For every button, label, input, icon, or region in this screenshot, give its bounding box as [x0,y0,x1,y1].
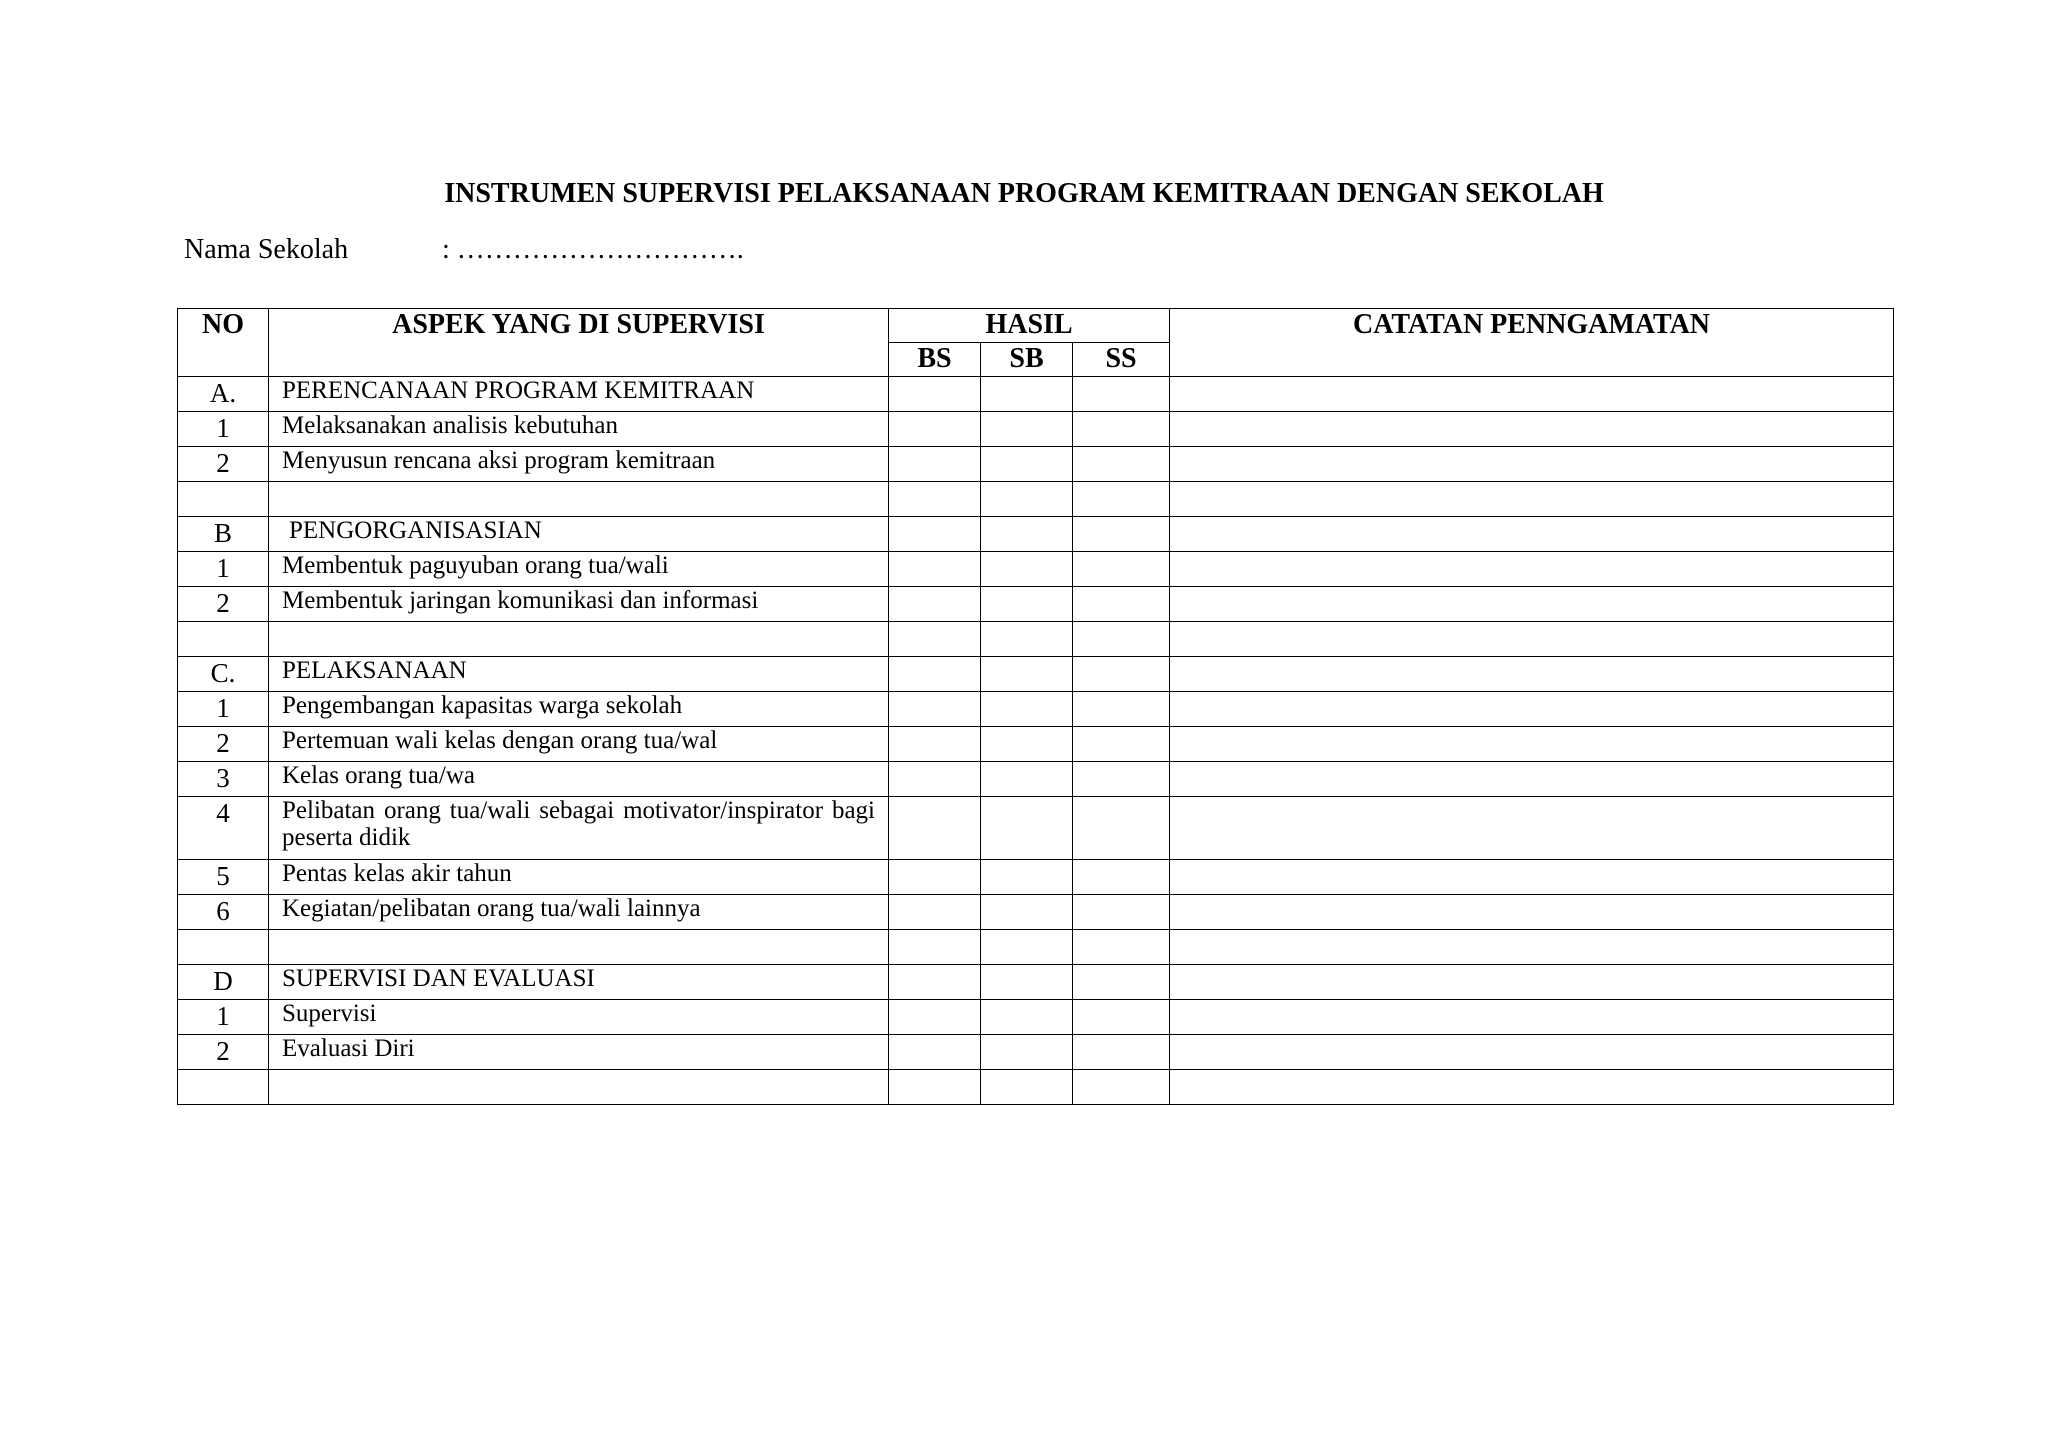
table-row [178,930,1894,965]
hasil-ss-cell[interactable] [1073,1070,1170,1105]
table-header [178,309,1894,377]
aspek-cell: PENGORGANISASIAN [269,517,889,552]
hasil-sb-cell[interactable] [981,762,1073,797]
header-aspek: ASPEK YANG DI SUPERVISI [269,309,889,377]
hasil-sb-cell[interactable] [981,552,1073,587]
hasil-sb-cell[interactable] [981,1070,1073,1105]
row-number-cell [178,930,269,965]
catatan-cell[interactable] [1170,377,1894,412]
row-number-cell: 1 [178,692,269,727]
table-row [178,965,1894,1000]
aspek-cell [269,622,889,657]
row-number-cell: A. [178,377,269,412]
hasil-ss-cell[interactable] [1073,895,1170,930]
row-number-cell: 6 [178,895,269,930]
hasil-ss-cell[interactable] [1073,622,1170,657]
table-row [178,692,1894,727]
table-row [178,412,1894,447]
hasil-ss-cell[interactable] [1073,447,1170,482]
supervision-table [177,308,1894,1105]
table-row [178,895,1894,930]
row-number-cell: D [178,965,269,1000]
aspek-cell: SUPERVISI DAN EVALUASI [269,965,889,1000]
row-number-cell: 1 [178,1000,269,1035]
aspek-cell: Pelibatan orang tua/wali sebagai motivator/inspirator bagi peserta didik [269,797,889,860]
catatan-cell[interactable] [1170,860,1894,895]
table-row [178,1000,1894,1035]
hasil-ss-cell[interactable] [1073,517,1170,552]
hasil-sb-cell[interactable] [981,482,1073,517]
catatan-cell[interactable] [1170,517,1894,552]
hasil-sb-cell[interactable] [981,412,1073,447]
catatan-cell[interactable] [1170,762,1894,797]
hasil-bs-cell[interactable] [889,587,981,622]
header-catatan: CATATAN PENNGAMATAN [1170,309,1894,377]
table-row [178,797,1894,860]
header-sb: SB [981,343,1073,377]
hasil-bs-cell[interactable] [889,860,981,895]
hasil-bs-cell[interactable] [889,965,981,1000]
school-name-label: Nama Sekolah [184,234,349,265]
table-row [178,727,1894,762]
aspek-cell: Pertemuan wali kelas dengan orang tua/wal [269,727,889,762]
row-number-cell [178,622,269,657]
aspek-cell: Membentuk jaringan komunikasi dan informasi [269,587,889,622]
header-no: NO [178,309,269,377]
aspek-cell: Melaksanakan analisis kebutuhan [269,412,889,447]
table-row [178,447,1894,482]
row-number-cell: B [178,517,269,552]
table-row [178,860,1894,895]
hasil-sb-cell[interactable] [981,895,1073,930]
table-row [178,377,1894,412]
aspek-cell: Kelas orang tua/wa [269,762,889,797]
table-row [178,482,1894,517]
catatan-cell[interactable] [1170,965,1894,1000]
hasil-ss-cell[interactable] [1073,412,1170,447]
hasil-sb-cell[interactable] [981,727,1073,762]
row-number-cell [178,482,269,517]
hasil-bs-cell[interactable] [889,377,981,412]
table-row [178,622,1894,657]
aspek-cell: Supervisi [269,1000,889,1035]
hasil-bs-cell[interactable] [889,412,981,447]
row-number-cell: 4 [178,797,269,860]
hasil-sb-cell[interactable] [981,797,1073,860]
catatan-cell[interactable] [1170,1000,1894,1035]
catatan-cell[interactable] [1170,412,1894,447]
hasil-ss-cell[interactable] [1073,552,1170,587]
catatan-cell[interactable] [1170,797,1894,860]
hasil-sb-cell[interactable] [981,1035,1073,1070]
hasil-ss-cell[interactable] [1073,965,1170,1000]
aspek-cell [269,482,889,517]
hasil-bs-cell[interactable] [889,447,981,482]
hasil-bs-cell[interactable] [889,1070,981,1105]
hasil-bs-cell[interactable] [889,692,981,727]
hasil-sb-cell[interactable] [981,692,1073,727]
catatan-cell[interactable] [1170,692,1894,727]
hasil-ss-cell[interactable] [1073,587,1170,622]
catatan-cell[interactable] [1170,587,1894,622]
table-row [178,657,1894,692]
table-row [178,587,1894,622]
hasil-sb-cell[interactable] [981,517,1073,552]
hasil-sb-cell[interactable] [981,1000,1073,1035]
aspek-cell: PELAKSANAAN [269,657,889,692]
hasil-sb-cell[interactable] [981,965,1073,1000]
aspek-cell: Menyusun rencana aksi program kemitraan [269,447,889,482]
school-name-line [184,232,744,268]
row-number-cell: C. [178,657,269,692]
hasil-bs-cell[interactable] [889,552,981,587]
row-number-cell: 1 [178,552,269,587]
header-hasil: HASIL [889,309,1170,343]
hasil-sb-cell[interactable] [981,377,1073,412]
hasil-ss-cell[interactable] [1073,797,1170,860]
aspek-cell: Pentas kelas akir tahun [269,860,889,895]
hasil-bs-cell[interactable] [889,622,981,657]
aspek-cell: PERENCANAAN PROGRAM KEMITRAAN [269,377,889,412]
hasil-ss-cell[interactable] [1073,657,1170,692]
catatan-cell[interactable] [1170,622,1894,657]
hasil-sb-cell[interactable] [981,930,1073,965]
aspek-cell: Membentuk paguyuban orang tua/wali [269,552,889,587]
catatan-cell[interactable] [1170,657,1894,692]
catatan-cell[interactable] [1170,1070,1894,1105]
hasil-ss-cell[interactable] [1073,762,1170,797]
aspek-cell: Kegiatan/pelibatan orang tua/wali lainnya [269,895,889,930]
hasil-ss-cell[interactable] [1073,727,1170,762]
hasil-ss-cell[interactable] [1073,860,1170,895]
hasil-bs-cell[interactable] [889,1035,981,1070]
catatan-cell[interactable] [1170,930,1894,965]
hasil-sb-cell[interactable] [981,657,1073,692]
hasil-bs-cell[interactable] [889,797,981,860]
row-number-cell [178,1070,269,1105]
aspek-cell [269,930,889,965]
hasil-bs-cell[interactable] [889,517,981,552]
hasil-bs-cell[interactable] [889,1000,981,1035]
table-row [178,552,1894,587]
catatan-cell[interactable] [1170,1035,1894,1070]
header-bs: BS [889,343,981,377]
hasil-sb-cell[interactable] [981,860,1073,895]
hasil-ss-cell[interactable] [1073,482,1170,517]
row-number-cell: 1 [178,412,269,447]
hasil-bs-cell[interactable] [889,895,981,930]
header-ss: SS [1073,343,1170,377]
aspek-cell: Evaluasi Diri [269,1035,889,1070]
document-title: INSTRUMEN SUPERVISI PELAKSANAAN PROGRAM KEMITRAAN DENGAN SEKOLAH [444,178,1604,209]
hasil-bs-cell[interactable] [889,482,981,517]
hasil-ss-cell[interactable] [1073,377,1170,412]
row-number-cell: 2 [178,587,269,622]
row-number-cell: 3 [178,762,269,797]
table-row [178,1035,1894,1070]
hasil-ss-cell[interactable] [1073,1000,1170,1035]
aspek-cell [269,1070,889,1105]
hasil-ss-cell[interactable] [1073,930,1170,965]
row-number-cell: 2 [178,727,269,762]
hasil-sb-cell[interactable] [981,587,1073,622]
school-name-separator: : [442,234,450,265]
catatan-cell[interactable] [1170,895,1894,930]
hasil-sb-cell[interactable] [981,447,1073,482]
row-number-cell: 2 [178,1035,269,1070]
hasil-bs-cell[interactable] [889,930,981,965]
hasil-bs-cell[interactable] [889,657,981,692]
hasil-bs-cell[interactable] [889,727,981,762]
hasil-ss-cell[interactable] [1073,1035,1170,1070]
table-row [178,1070,1894,1105]
table-body [178,377,1894,1105]
row-number-cell: 5 [178,860,269,895]
table-row [178,762,1894,797]
hasil-sb-cell[interactable] [981,622,1073,657]
table-row [178,517,1894,552]
hasil-bs-cell[interactable] [889,762,981,797]
catatan-cell[interactable] [1170,727,1894,762]
catatan-cell[interactable] [1170,552,1894,587]
row-number-cell: 2 [178,447,269,482]
hasil-ss-cell[interactable] [1073,692,1170,727]
aspek-cell: Pengembangan kapasitas warga sekolah [269,692,889,727]
catatan-cell[interactable] [1170,482,1894,517]
school-name-field[interactable]: …………………………. [456,234,744,265]
catatan-cell[interactable] [1170,447,1894,482]
